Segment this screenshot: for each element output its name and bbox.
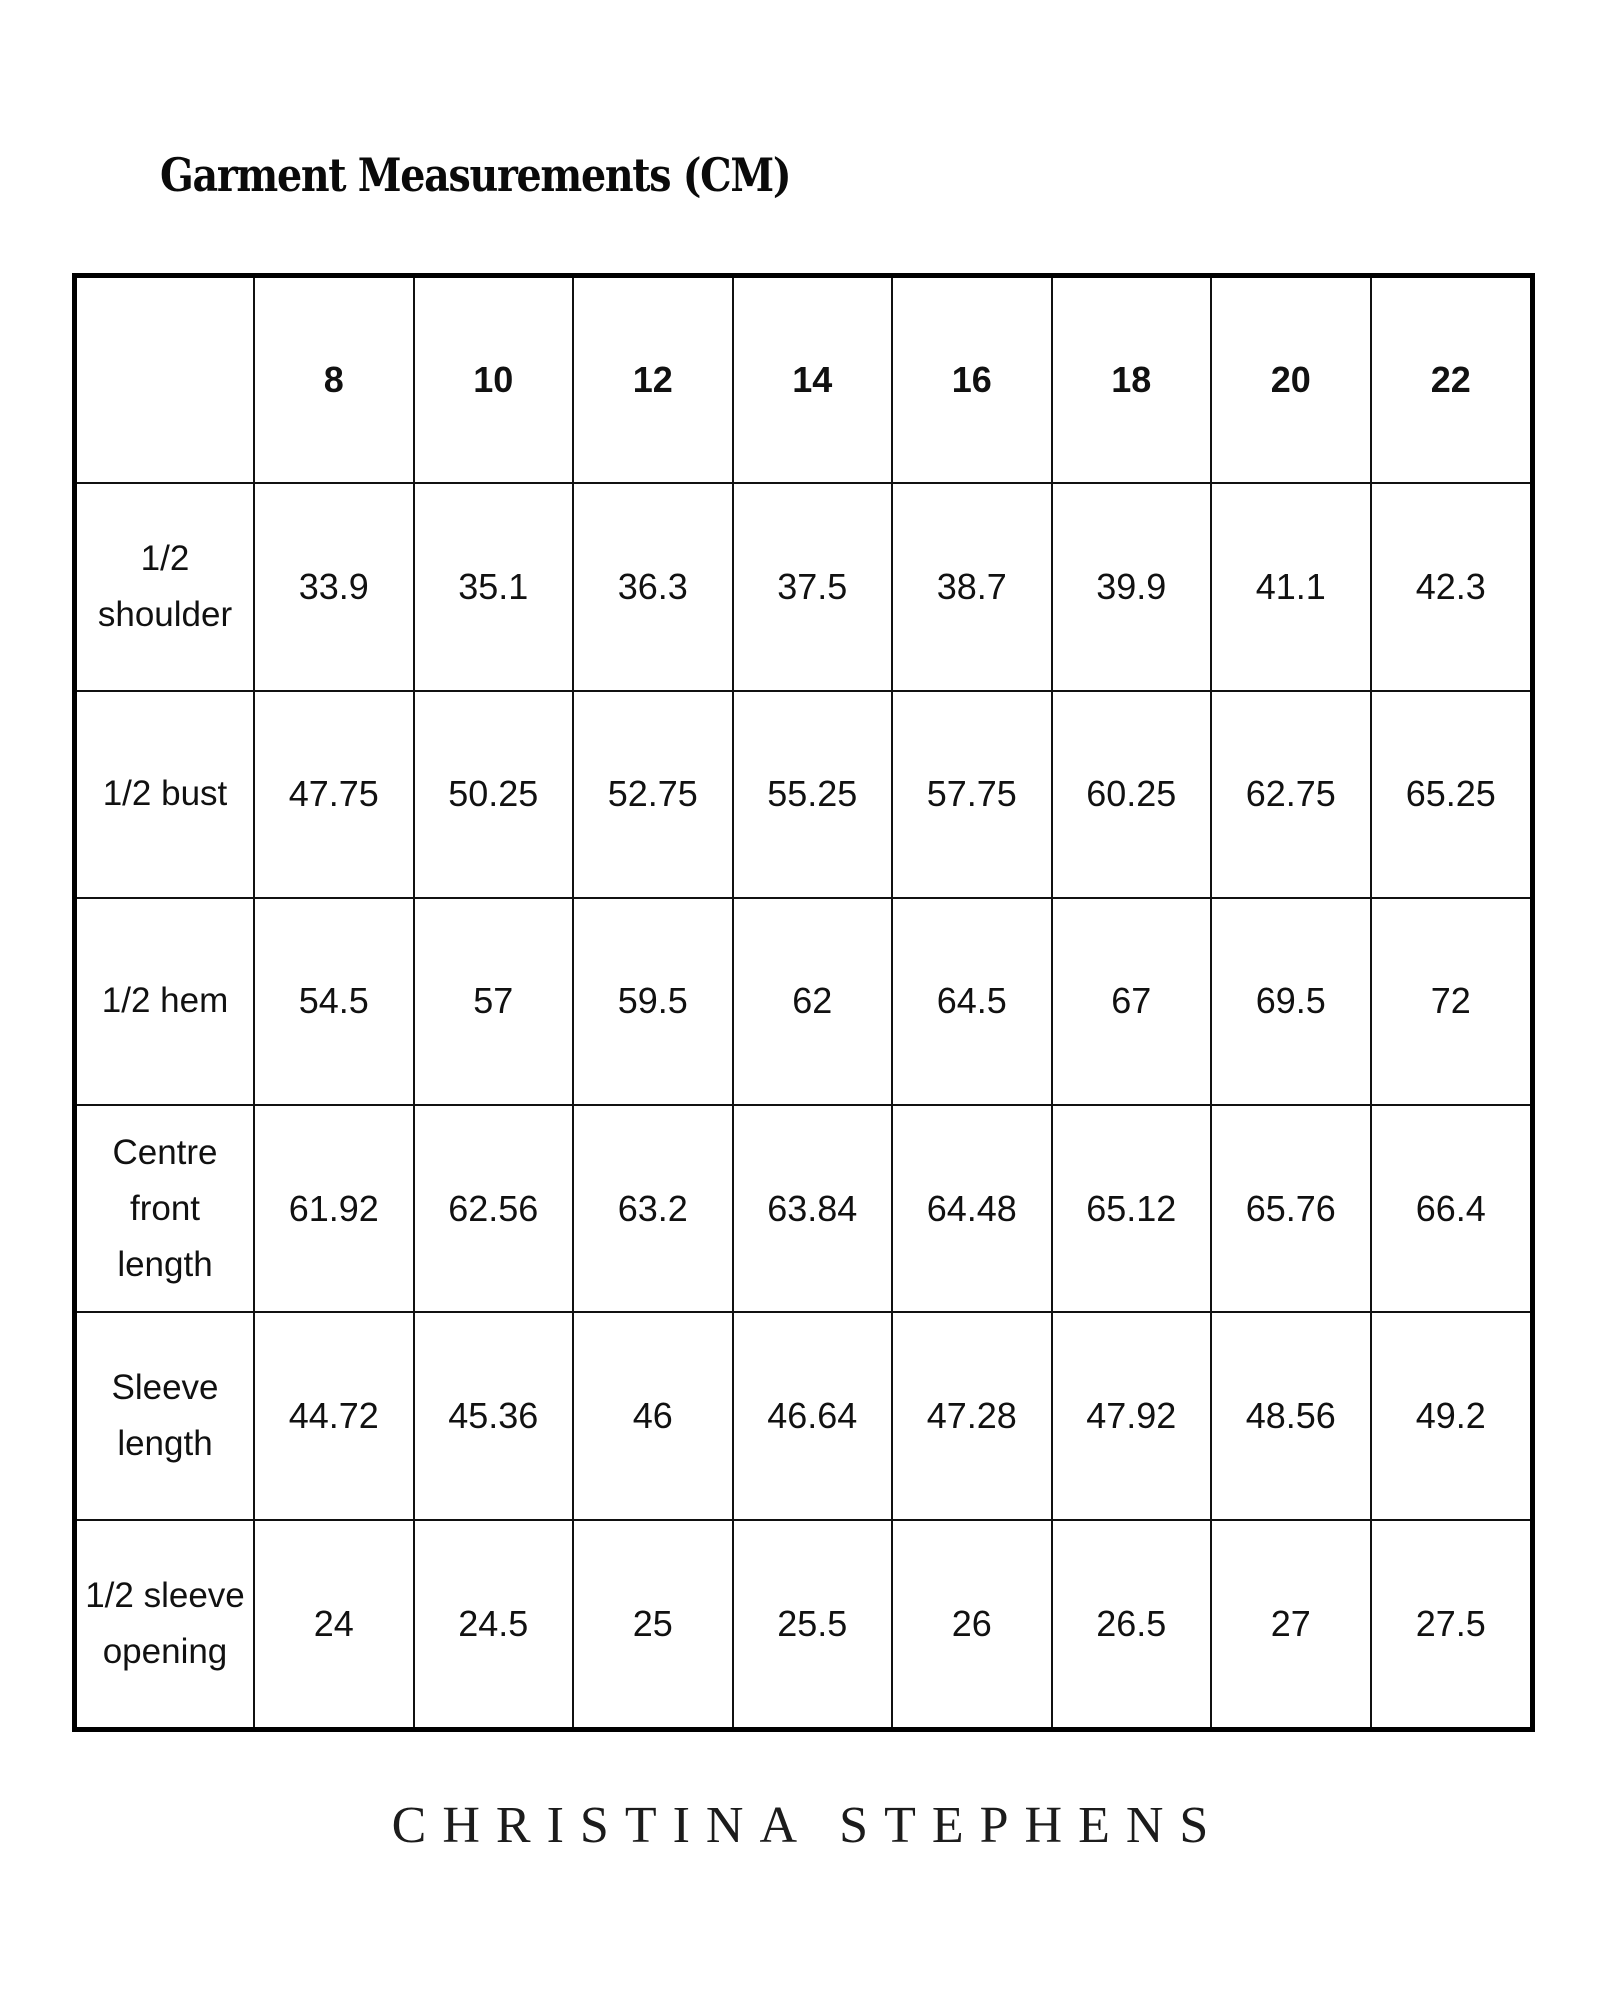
table-cell: 39.9 (1052, 483, 1212, 690)
table-cell: 63.2 (573, 1105, 733, 1312)
table-cell: 65.12 (1052, 1105, 1212, 1312)
size-header: 10 (414, 278, 574, 483)
table-cell: 57.75 (892, 691, 1052, 898)
table-cell: 67 (1052, 898, 1212, 1105)
size-header: 8 (254, 278, 414, 483)
row-label: Centre front length (77, 1105, 254, 1312)
table-cell: 62.56 (414, 1105, 574, 1312)
table-cell: 63.84 (733, 1105, 893, 1312)
table-cell: 47.92 (1052, 1312, 1212, 1519)
table-row (77, 483, 1530, 690)
table-cell: 64.48 (892, 1105, 1052, 1312)
table-row (77, 1312, 1530, 1519)
table-cell: 54.5 (254, 898, 414, 1105)
table-cell: 27 (1211, 1520, 1371, 1727)
table-cell: 49.2 (1371, 1312, 1531, 1519)
table-cell: 66.4 (1371, 1105, 1531, 1312)
table-cell: 65.76 (1211, 1105, 1371, 1312)
table-cell: 50.25 (414, 691, 574, 898)
size-header-row (77, 278, 1530, 483)
row-label: 1/2 bust (77, 691, 254, 898)
size-header: 14 (733, 278, 893, 483)
table-cell: 36.3 (573, 483, 733, 690)
table-cell: 60.25 (1052, 691, 1212, 898)
size-header: 16 (892, 278, 1052, 483)
size-header: 12 (573, 278, 733, 483)
table-cell: 41.1 (1211, 483, 1371, 690)
table-cell: 38.7 (892, 483, 1052, 690)
table-cell: 61.92 (254, 1105, 414, 1312)
corner-cell (77, 278, 254, 483)
table-cell: 64.5 (892, 898, 1052, 1105)
table-cell: 65.25 (1371, 691, 1531, 898)
table-cell: 26 (892, 1520, 1052, 1727)
table-cell: 47.75 (254, 691, 414, 898)
table-cell: 69.5 (1211, 898, 1371, 1105)
measurements-table (77, 278, 1530, 1727)
size-header: 18 (1052, 278, 1212, 483)
brand-wordmark: CHRISTINA STEPHENS (391, 1797, 1225, 1854)
table-cell: 37.5 (733, 483, 893, 690)
row-label: Sleeve length (77, 1312, 254, 1519)
table-cell: 46.64 (733, 1312, 893, 1519)
table-cell: 62.75 (1211, 691, 1371, 898)
table-cell: 24 (254, 1520, 414, 1727)
table-cell: 24.5 (414, 1520, 574, 1727)
table-row (77, 898, 1530, 1105)
measurements-table-frame (72, 273, 1535, 1732)
table-cell: 33.9 (254, 483, 414, 690)
table-cell: 47.28 (892, 1312, 1052, 1519)
table-cell: 46 (573, 1312, 733, 1519)
table-cell: 45.36 (414, 1312, 574, 1519)
table-cell: 35.1 (414, 483, 574, 690)
row-label: 1/2 hem (77, 898, 254, 1105)
table-cell: 44.72 (254, 1312, 414, 1519)
table-cell: 25 (573, 1520, 733, 1727)
table-cell: 42.3 (1371, 483, 1531, 690)
table-cell: 26.5 (1052, 1520, 1212, 1727)
table-cell: 72 (1371, 898, 1531, 1105)
row-label: 1/2 shoulder (77, 483, 254, 690)
table-row (77, 1105, 1530, 1312)
table-cell: 48.56 (1211, 1312, 1371, 1519)
table-cell: 52.75 (573, 691, 733, 898)
table-cell: 25.5 (733, 1520, 893, 1727)
table-cell: 57 (414, 898, 574, 1105)
table-row (77, 691, 1530, 898)
table-cell: 59.5 (573, 898, 733, 1105)
page-title: Garment Measurements (CM) (160, 148, 791, 202)
table-row (77, 1520, 1530, 1727)
size-header: 22 (1371, 278, 1531, 483)
row-label: 1/2 sleeve opening (77, 1520, 254, 1727)
table-cell: 55.25 (733, 691, 893, 898)
table-cell: 62 (733, 898, 893, 1105)
size-header: 20 (1211, 278, 1371, 483)
table-cell: 27.5 (1371, 1520, 1531, 1727)
